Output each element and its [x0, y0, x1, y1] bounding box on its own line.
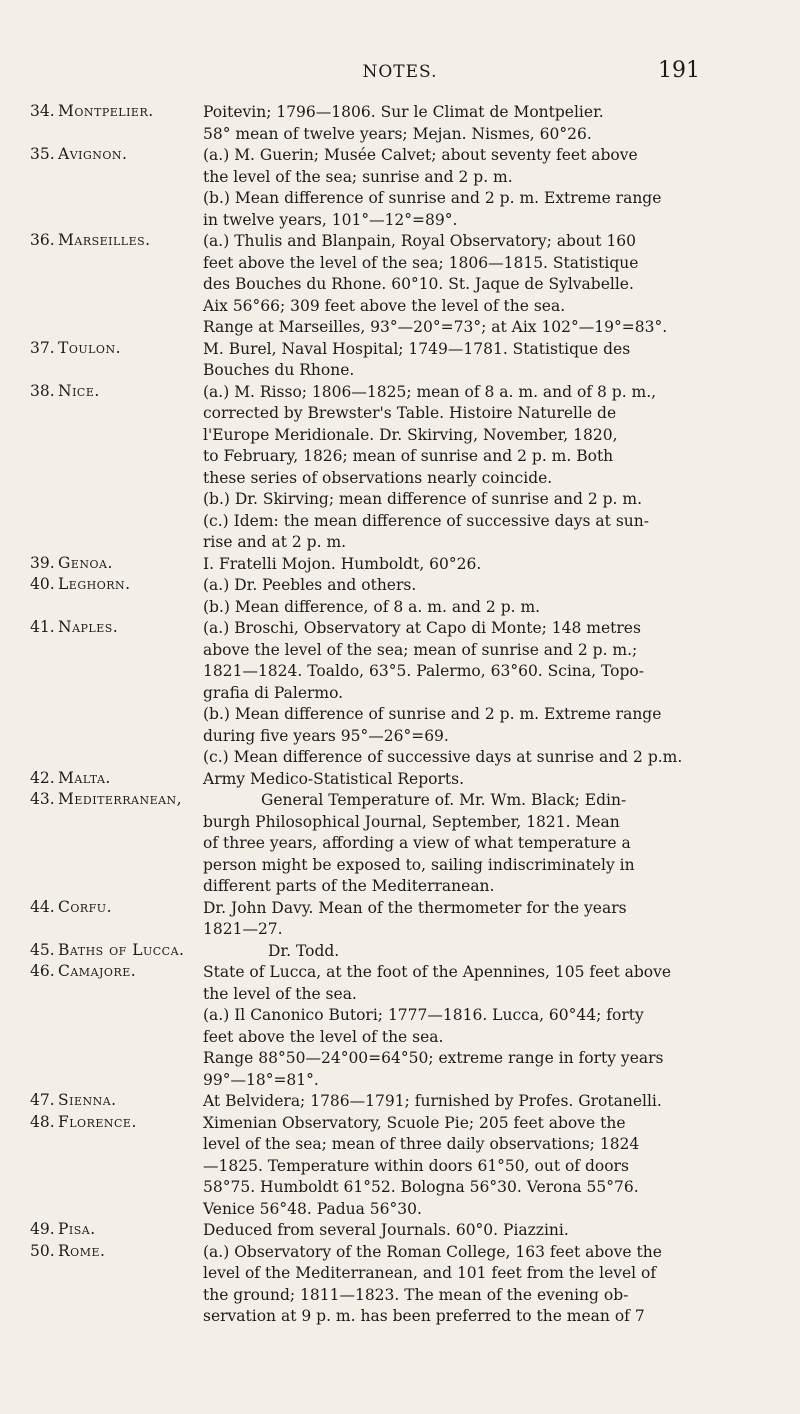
note-entry	[0, 769, 800, 791]
note-text	[203, 941, 770, 963]
note-line: l'Europe Meridionale. Dr. Skirving, November, 1820,	[203, 425, 618, 444]
note-number: 36.	[30, 231, 55, 249]
note-line: 58° mean of twelve years; Mejan. Nismes, 60°26.	[203, 124, 592, 143]
note-line: servation at 9 p. m. has been preferred to the mean of 7	[203, 1307, 645, 1325]
note-number: 48.	[30, 1112, 55, 1131]
note-line: (b.) Mean difference of sunrise and 2 p. m. Extreme range	[203, 189, 662, 207]
note-text	[203, 1091, 770, 1113]
page-header	[0, 58, 800, 88]
note-line: General Temperature of. Mr. Wm. Black; Edin-	[261, 791, 627, 809]
note-number: 38.	[30, 381, 55, 400]
note-text	[203, 1113, 770, 1221]
note-place: Malta.	[58, 768, 111, 787]
note-place: Avignon.	[58, 145, 128, 163]
note-line: I. Fratelli Mojon. Humboldt, 60°26.	[203, 554, 482, 573]
note-place: Baths of Lucca.	[58, 940, 185, 959]
note-entry	[0, 1113, 800, 1221]
note-text	[203, 790, 770, 898]
note-number: 47.	[30, 1091, 55, 1109]
note-place: Rome.	[58, 1241, 106, 1260]
note-number: 50.	[30, 1241, 55, 1260]
note-number: 44.	[30, 897, 55, 916]
note-line: Ximenian Observatory, Scuole Pie; 205 feet above the	[203, 1113, 626, 1132]
note-entry	[0, 790, 800, 898]
note-line: (a.) Il Canonico Butori; 1777—1816. Lucca, 60°44; forty	[203, 1006, 644, 1024]
note-text	[203, 102, 770, 145]
note-entry	[0, 962, 800, 1091]
note-line: (c.) Mean difference of successive days at sunrise and 2 p.m.	[203, 748, 683, 766]
note-place: Genoa.	[58, 553, 113, 572]
note-line: Dr. John Davy. Mean of the thermometer for the years	[203, 898, 627, 917]
note-line: feet above the level of the sea.	[203, 1027, 444, 1046]
note-place: Marseilles.	[58, 231, 151, 249]
note-line: (a.) M. Guerin; Musée Calvet; about seventy feet above	[203, 146, 638, 164]
note-line: des Bouches du Rhone. 60°10. St. Jaque de Sylvabelle.	[203, 275, 634, 293]
note-place: Montpelier.	[58, 102, 154, 120]
note-entry	[0, 145, 800, 231]
note-entry	[0, 1242, 800, 1328]
note-line: burgh Philosophical Journal, September, 1821. Mean	[203, 812, 620, 831]
note-line: rise and at 2 p. m.	[203, 533, 347, 551]
note-line: (a.) Observatory of the Roman College, 163 feet above the	[203, 1242, 662, 1261]
note-entry	[0, 231, 800, 339]
note-line: Range at Marseilles, 93°—20°=73°; at Aix 102°—19°=83°.	[203, 318, 668, 336]
note-line: in twelve years, 101°—12°=89°.	[203, 210, 458, 229]
note-line: (b.) Mean difference of sunrise and 2 p. m. Extreme range	[203, 705, 662, 723]
note-line: level of the Mediterranean, and 101 feet from the level of	[203, 1264, 657, 1282]
note-line: Poitevin; 1796—1806. Sur le Climat de Montpelier.	[203, 103, 604, 121]
note-text	[203, 339, 770, 382]
note-line: At Belvidera; 1786—1791; furnished by Profes. Grotanelli.	[203, 1092, 662, 1110]
note-place: Naples.	[58, 618, 119, 636]
note-text	[203, 145, 770, 231]
note-place: Mediterranean,	[58, 790, 183, 808]
note-number: 42.	[30, 768, 55, 787]
note-line: during five years 95°—26°=69.	[203, 726, 449, 745]
note-line: (a.) Thulis and Blanpain, Royal Observatory; about 160	[203, 232, 637, 250]
note-line: feet above the level of the sea; 1806—1815. Statistique	[203, 253, 639, 272]
note-line: the level of the sea.	[203, 984, 357, 1003]
note-line: Dr. Todd.	[268, 941, 340, 960]
note-number: 39.	[30, 553, 55, 572]
note-number: 43.	[30, 790, 55, 808]
note-text	[203, 769, 770, 791]
note-entry	[0, 102, 800, 145]
note-text	[203, 898, 770, 941]
note-line: of three years, affording a view of what temperature a	[203, 834, 631, 852]
note-number: 37.	[30, 338, 55, 357]
note-text	[203, 382, 770, 554]
note-text	[203, 1242, 770, 1328]
note-line: Deduced from several Journals. 60°0. Piazzini.	[203, 1221, 569, 1239]
note-line: (b.) Dr. Skirving; mean difference of sunrise and 2 p. m.	[203, 490, 643, 508]
note-line: corrected by Brewster's Table. Histoire Naturelle de	[203, 404, 617, 422]
note-line: different parts of the Mediterranean.	[203, 877, 495, 895]
note-line: level of the sea; mean of three daily observations; 1824	[203, 1135, 640, 1153]
note-line: (a.) Broschi, Observatory at Capo di Monte; 148 metres	[203, 619, 641, 637]
note-line: Venice 56°48. Padua 56°30.	[203, 1199, 422, 1218]
note-line: the ground; 1811—1823. The mean of the evening ob-	[203, 1285, 629, 1304]
note-line: (a.) M. Risso; 1806—1825; mean of 8 a. m. and of 8 p. m.,	[203, 382, 657, 401]
note-line: 58°75. Humboldt 61°52. Bologna 56°30. Verona 55°76.	[203, 1178, 639, 1196]
note-number: 45.	[30, 940, 55, 959]
note-place: Sienna.	[58, 1091, 117, 1109]
note-entry	[0, 898, 800, 941]
note-line: 1821—1824. Toaldo, 63°5. Palermo, 63°60. Scina, Topo-	[203, 662, 644, 680]
note-line: (a.) Dr. Peebles and others.	[203, 576, 417, 594]
note-entry	[0, 575, 800, 618]
note-line: above the level of the sea; mean of sunrise and 2 p. m.;	[203, 640, 638, 659]
note-line: the level of the sea; sunrise and 2 p. m.	[203, 167, 513, 186]
note-text	[203, 575, 770, 618]
note-line: Range 88°50—24°00=64°50; extreme range in forty years	[203, 1049, 664, 1067]
note-text	[203, 962, 770, 1091]
note-line: grafia di Palermo.	[203, 683, 344, 702]
page-number: 191	[658, 58, 700, 83]
note-line: (c.) Idem: the mean difference of successive days at sun-	[203, 511, 649, 530]
note-line: to February, 1826; mean of sunrise and 2 p. m. Both	[203, 447, 614, 465]
note-line: (b.) Mean difference, of 8 a. m. and 2 p. m.	[203, 597, 541, 616]
note-number: 46.	[30, 962, 55, 980]
note-line: these series of observations nearly coincide.	[203, 468, 553, 487]
note-line: M. Burel, Naval Hospital; 1749—1781. Statistique des	[203, 339, 631, 358]
note-line: State of Lucca, at the foot of the Apennines, 105 feet above	[203, 963, 672, 981]
note-entry	[0, 382, 800, 554]
note-entry	[0, 618, 800, 769]
note-text	[203, 554, 770, 576]
note-line: —1825. Temperature within doors 61°50, out of doors	[203, 1156, 629, 1175]
note-text	[203, 618, 770, 769]
note-entry	[0, 941, 800, 963]
note-entry	[0, 1220, 800, 1242]
note-place: Florence.	[58, 1112, 137, 1131]
note-entry	[0, 1091, 800, 1113]
note-number: 40.	[30, 575, 55, 593]
note-entry	[0, 554, 800, 576]
note-place: Nice.	[58, 381, 100, 400]
note-place: Pisa.	[58, 1220, 96, 1238]
note-number: 41.	[30, 618, 55, 636]
note-number: 34.	[30, 102, 55, 120]
note-entry	[0, 339, 800, 382]
running-title: NOTES.	[362, 62, 438, 82]
note-number: 35.	[30, 145, 55, 163]
note-text	[203, 231, 770, 339]
note-place: Corfu.	[58, 897, 112, 916]
note-place: Toulon.	[58, 338, 122, 357]
note-line: Army Medico-Statistical Reports.	[203, 769, 464, 788]
note-place: Leghorn.	[58, 575, 131, 593]
note-line: 99°—18°=81°.	[203, 1070, 319, 1089]
note-line: Aix 56°66; 309 feet above the level of the sea.	[203, 296, 566, 315]
note-text	[203, 1220, 770, 1242]
note-line: person might be exposed to, sailing indiscriminately in	[203, 855, 635, 874]
note-line: 1821—27.	[203, 920, 283, 938]
notes-list	[0, 102, 800, 1328]
note-place: Camajore.	[58, 962, 137, 980]
note-number: 49.	[30, 1220, 55, 1238]
note-line: Bouches du Rhone.	[203, 361, 355, 379]
